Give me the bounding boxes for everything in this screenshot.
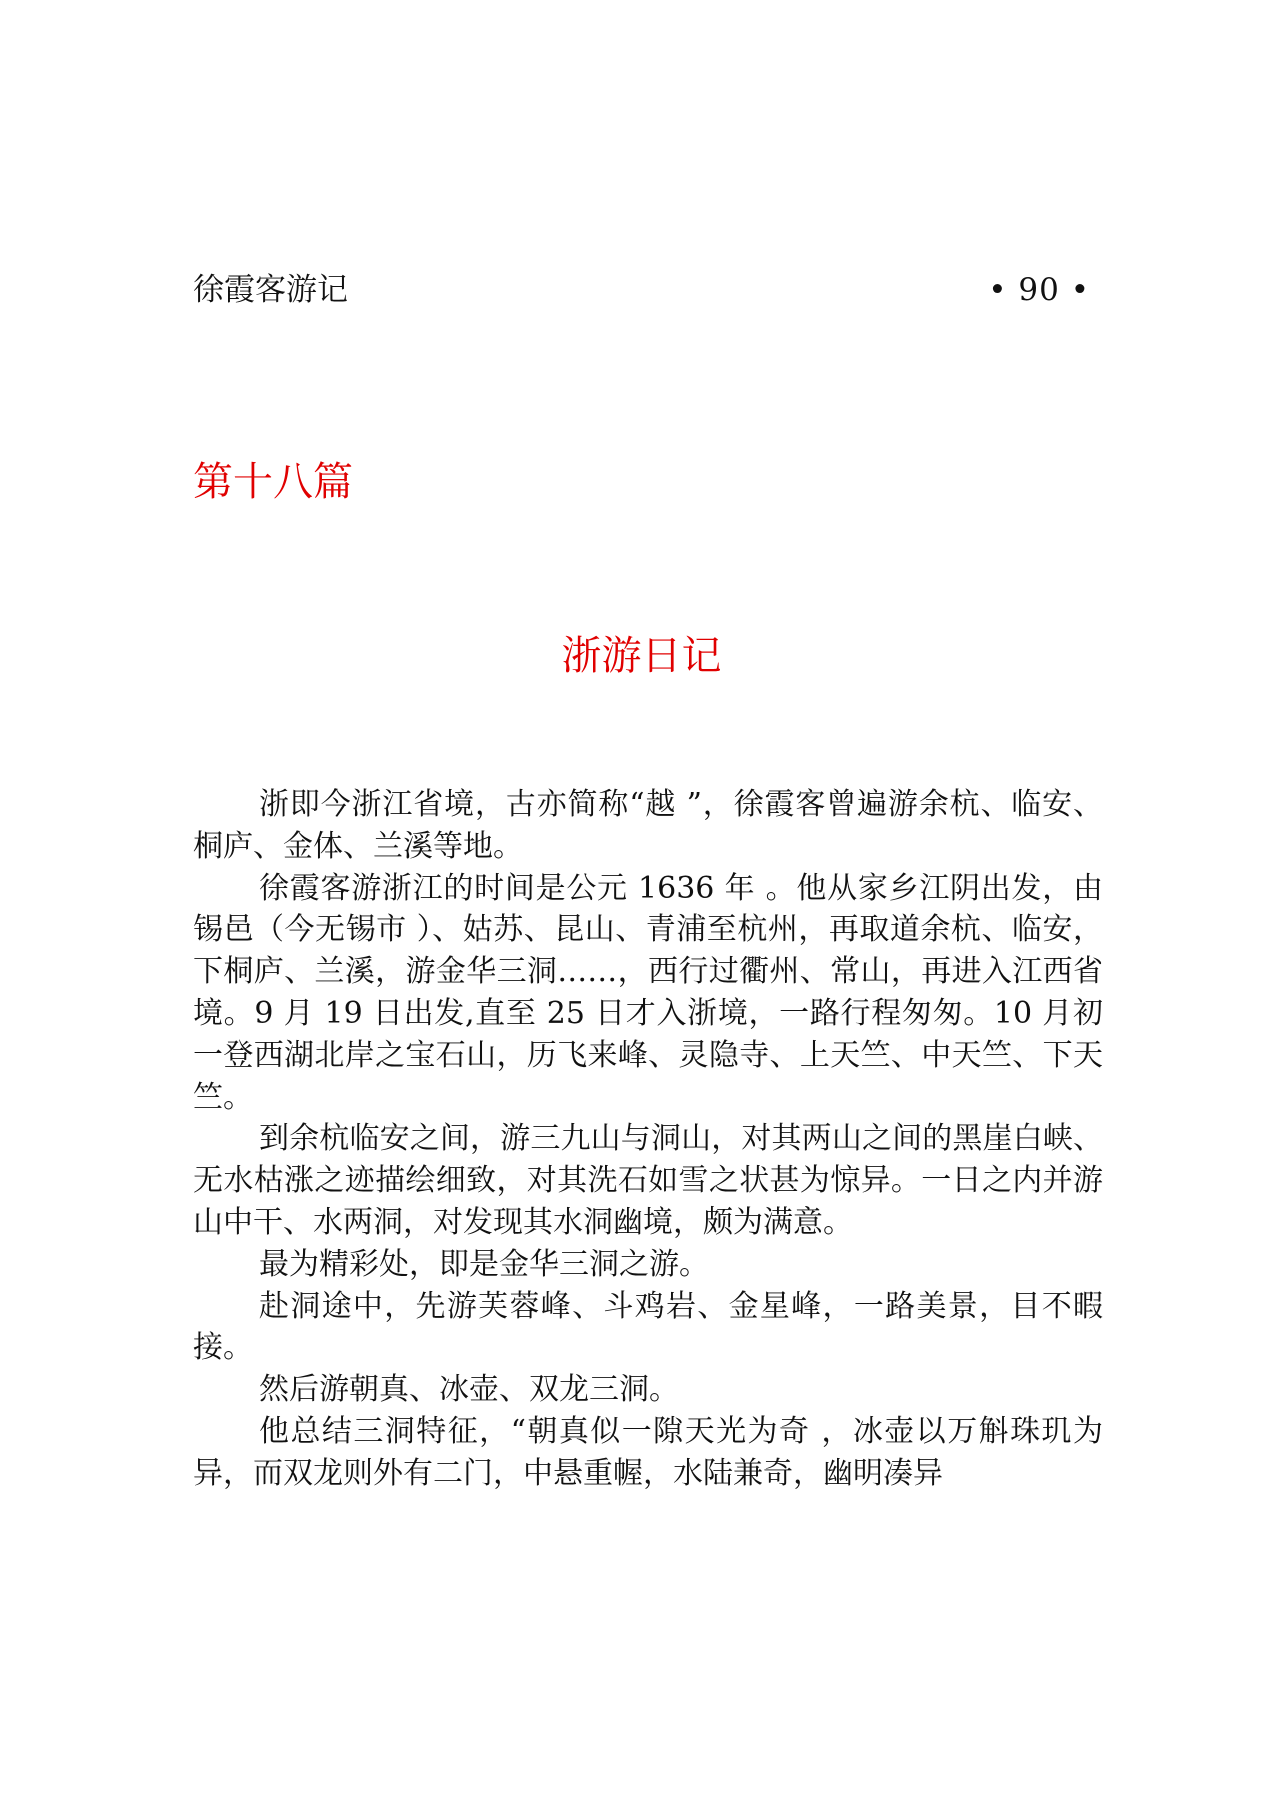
paragraph: 他总结三洞特征，“朝真似一隙天光为奇 ，冰壶以万斛珠玑为异，而双龙则外有二门，中悬重幄，水陆兼奇，幽明凑异 bbox=[193, 1413, 1103, 1491]
body-text bbox=[193, 784, 1103, 1495]
chapter-title: 浙游日记 bbox=[561, 633, 722, 679]
paragraph: 到余杭临安之间，游三九山与洞山，对其两山之间的黑崖白峡、无水枯涨之迹描绘细致，对其洗石如雪之状甚为惊异。一日之内并游山中干、水两洞，对发现其水洞幽境，颇为满意。 bbox=[193, 1121, 1103, 1240]
book-title: 徐霞客游记 bbox=[193, 272, 348, 308]
part-heading: 第十八篇 bbox=[193, 459, 353, 505]
paragraph: 赴洞途中，先游芙蓉峰、斗鸡岩、金星峰，一路美景，目不暇接。 bbox=[193, 1288, 1103, 1366]
running-header bbox=[193, 268, 1090, 312]
paragraph: 然后游朝真、冰壶、双龙三洞。 bbox=[259, 1372, 679, 1408]
paragraph: 最为精彩处，即是金华三洞之游。 bbox=[259, 1246, 709, 1282]
paragraph: 徐霞客游浙江的时间是公元 1636 年 。他从家乡江阴出发，由锡邑（今无锡市 ）、姑苏、昆山、青浦至杭州，再取道余杭、临安，下桐庐、兰溪，游金华三洞……，西行过衢州、常山，再进入江西省境。9 月 19 日出发,直至 25 日才入浙境，一路行程匆匆。10 月初一登西湖北岸之宝石山，历飞来峰、灵隐寺、上天竺、中天竺、下天竺。 bbox=[193, 870, 1103, 1115]
paragraph: 浙即今浙江省境，古亦简称“越 ”，徐霞客曾遍游余杭、临安、桐庐、金体、兰溪等地。 bbox=[193, 787, 1103, 864]
page-number: • 90 • bbox=[988, 272, 1090, 308]
